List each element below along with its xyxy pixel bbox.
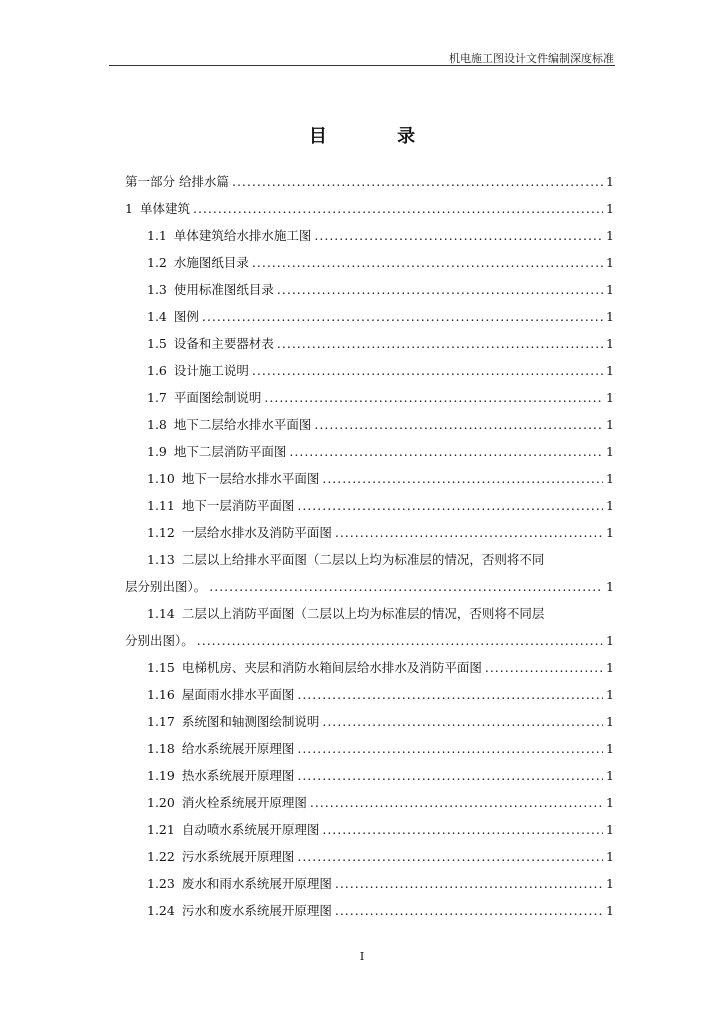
toc-entry-number: 1.3 — [147, 282, 167, 297]
toc-entry-page: 1 — [606, 309, 614, 324]
toc-entry-page: 1 — [606, 363, 614, 378]
toc-entry-number: 1 — [125, 201, 133, 216]
toc-entry-page: 1 — [606, 471, 614, 486]
toc-entry-page: 1 — [606, 822, 614, 837]
toc-entry-number: 1.19 — [147, 768, 175, 783]
toc-entry-leader — [289, 444, 603, 459]
toc-entry-number: 1.18 — [147, 741, 175, 756]
toc-entry-page: 1 — [606, 768, 614, 783]
toc-entry-page: 1 — [606, 201, 614, 216]
toc-entry[interactable] — [147, 361, 614, 381]
toc-entry-leader — [322, 822, 603, 837]
toc-entry[interactable] — [125, 199, 614, 219]
toc-entry[interactable] — [147, 793, 614, 813]
toc-entry-leader — [264, 390, 603, 405]
toc-entry-leader — [209, 579, 603, 594]
toc-entry-leader — [193, 201, 603, 216]
toc-entry-title: 系统图和轴测图绘制说明 — [181, 714, 320, 729]
toc-entry[interactable] — [147, 226, 614, 246]
toc-entry[interactable] — [147, 496, 614, 516]
toc-entry[interactable] — [147, 550, 614, 570]
toc-entry-leader — [297, 687, 603, 702]
toc-entry[interactable] — [147, 388, 614, 408]
toc-entry-title: 废水和雨水系统展开原理图 — [181, 876, 332, 891]
toc-entry-title: 地下二层消防平面图 — [173, 444, 287, 459]
toc-entry-leader — [335, 525, 603, 540]
toc-entry-page: 1 — [606, 444, 614, 459]
toc-entry-title: 水施图纸目录 — [173, 255, 249, 270]
toc-entry-title: 消火栓系统展开原理图 — [181, 795, 307, 810]
toc-entry-leader — [322, 471, 603, 486]
toc-entry-number: 1.17 — [147, 714, 175, 729]
toc-entry-title: 单体建筑给水排水施工图 — [173, 228, 312, 243]
toc-entry-page: 1 — [606, 336, 614, 351]
toc-entry-page: 1 — [606, 228, 614, 243]
toc-entry-number: 1.14 — [147, 606, 175, 621]
toc-entry[interactable] — [147, 847, 614, 867]
toc-entry-title: 单体建筑 — [139, 201, 190, 216]
page-number: I — [359, 950, 365, 963]
toc-entry-leader — [297, 849, 603, 864]
toc-entry-leader — [314, 228, 603, 243]
toc-entry[interactable] — [147, 604, 614, 624]
toc-entry-title: 平面图绘制说明 — [173, 390, 262, 405]
toc-entry-number: 1.16 — [147, 687, 175, 702]
toc-entry-title: 给水系统展开原理图 — [181, 741, 295, 756]
toc-entry-page: 1 — [606, 876, 614, 891]
toc-entry-page: 1 — [606, 795, 614, 810]
toc-entry-page: 1 — [606, 174, 614, 189]
header-title: 机电施工图设计文件编制深度标准 — [449, 52, 614, 65]
toc-entry-leader — [322, 714, 603, 729]
toc-entry-title: 热水系统展开原理图 — [181, 768, 295, 783]
toc-entry[interactable] — [147, 442, 614, 462]
toc-entry-number: 1.7 — [147, 390, 167, 405]
toc-entry-title: 自动喷水系统展开原理图 — [181, 822, 320, 837]
toc-entry-number: 1.15 — [147, 660, 175, 675]
toc-entry-leader — [335, 876, 603, 891]
toc-entry[interactable] — [147, 712, 614, 732]
toc-entry-leader — [297, 741, 603, 756]
toc-entry-number: 1.1 — [147, 228, 167, 243]
toc-entry-title: 地下二层给水排水平面图 — [173, 417, 312, 432]
toc-entry-title: 屋面雨水排水平面图 — [181, 687, 295, 702]
toc-entry[interactable] — [147, 820, 614, 840]
toc-entry[interactable] — [147, 901, 614, 921]
toc-entry-page: 1 — [606, 633, 614, 648]
toc-entry[interactable] — [147, 874, 614, 894]
toc-entry[interactable] — [147, 415, 614, 435]
toc-entry-leader — [277, 282, 603, 297]
toc-entry-title: 第一部分 给排水篇 — [125, 174, 229, 189]
toc-entry-number: 1.9 — [147, 444, 167, 459]
toc-entry-leader — [197, 633, 603, 648]
toc-entry-leader — [202, 309, 603, 324]
toc-entry-page: 1 — [606, 282, 614, 297]
toc-entry-page: 1 — [606, 714, 614, 729]
toc-entry-number: 1.10 — [147, 471, 175, 486]
toc-entry-page: 1 — [606, 903, 614, 918]
toc-entry-page: 1 — [606, 417, 614, 432]
toc-entry-title: 使用标准图纸目录 — [173, 282, 274, 297]
toc-entry-number: 1.8 — [147, 417, 167, 432]
toc-entry[interactable] — [147, 658, 614, 678]
toc-entry-title: 一层给水排水及消防平面图 — [181, 525, 332, 540]
toc-entry[interactable] — [147, 766, 614, 786]
toc-entry-number: 1.12 — [147, 525, 175, 540]
toc-entry-page: 1 — [606, 849, 614, 864]
toc-entry-title: 图例 — [173, 309, 199, 324]
toc-entry[interactable] — [147, 469, 614, 489]
toc-entry-number: 1.22 — [147, 849, 175, 864]
toc-entry-number: 1.20 — [147, 795, 175, 810]
toc-entry-title: 分别出图）。 — [125, 633, 194, 648]
toc-entry-page: 1 — [606, 390, 614, 405]
toc-entry[interactable] — [147, 280, 614, 300]
toc-entry-page: 1 — [606, 660, 614, 675]
toc-entry[interactable] — [147, 523, 614, 543]
toc-entry-number: 1.5 — [147, 336, 167, 351]
toc-entry-number: 1.13 — [147, 552, 175, 567]
toc-entry[interactable] — [147, 334, 614, 354]
toc-entry[interactable] — [147, 685, 614, 705]
toc-entry-leader — [232, 174, 603, 189]
toc-entry-leader — [485, 660, 603, 675]
toc-entry[interactable] — [125, 631, 614, 651]
toc-entry-title: 二层以上给排水平面图（二层以上均为标准层的情况，否则将不同 — [181, 552, 545, 567]
toc-entry-title: 设计施工说明 — [173, 363, 249, 378]
toc-entry-title: 层分别出图）。 — [125, 579, 207, 594]
toc-entry-number: 1.21 — [147, 822, 175, 837]
toc-entry-page: 1 — [606, 741, 614, 756]
toc-entry-leader — [297, 498, 603, 513]
toc-entry-number: 1.11 — [147, 498, 175, 513]
toc-entry-number: 1.24 — [147, 903, 175, 918]
toc-entry[interactable] — [125, 172, 614, 192]
toc-entry-title: 污水和废水系统展开原理图 — [181, 903, 332, 918]
toc-entry-leader — [314, 417, 603, 432]
toc-entry[interactable] — [125, 577, 614, 597]
toc-entry-page: 1 — [606, 255, 614, 270]
header-rule — [109, 65, 615, 66]
toc-entry-title: 电梯机房、夹层和消防水箱间层给水排水及消防平面图 — [181, 660, 482, 675]
toc-entry-title: 地下一层给水排水平面图 — [181, 471, 320, 486]
toc-entry[interactable] — [147, 253, 614, 273]
toc-entry[interactable] — [147, 739, 614, 759]
toc-entry-title: 设备和主要器材表 — [173, 336, 274, 351]
toc-entry-number: 1.23 — [147, 876, 175, 891]
toc-entry-number: 1.6 — [147, 363, 167, 378]
toc-entry-page: 1 — [606, 687, 614, 702]
toc-entry-number: 1.2 — [147, 255, 167, 270]
toc-entry-title: 地下一层消防平面图 — [181, 498, 295, 513]
toc-entry-page: 1 — [606, 525, 614, 540]
toc-entry-leader — [252, 255, 603, 270]
toc-entry-leader — [252, 363, 603, 378]
toc-entry-leader — [335, 903, 603, 918]
toc-entry-number: 1.4 — [147, 309, 167, 324]
toc-entry-leader — [277, 336, 603, 351]
toc-entry-page: 1 — [606, 579, 614, 594]
toc-title: 目 录 — [308, 126, 448, 147]
toc-entry-title: 二层以上消防平面图（二层以上均为标准层的情况，否则将不同层 — [181, 606, 545, 621]
toc-entry-page: 1 — [606, 498, 614, 513]
toc-entry-leader — [297, 768, 603, 783]
toc-entry-leader — [310, 795, 603, 810]
toc-entry[interactable] — [147, 307, 614, 327]
toc-entry-title: 污水系统展开原理图 — [181, 849, 295, 864]
